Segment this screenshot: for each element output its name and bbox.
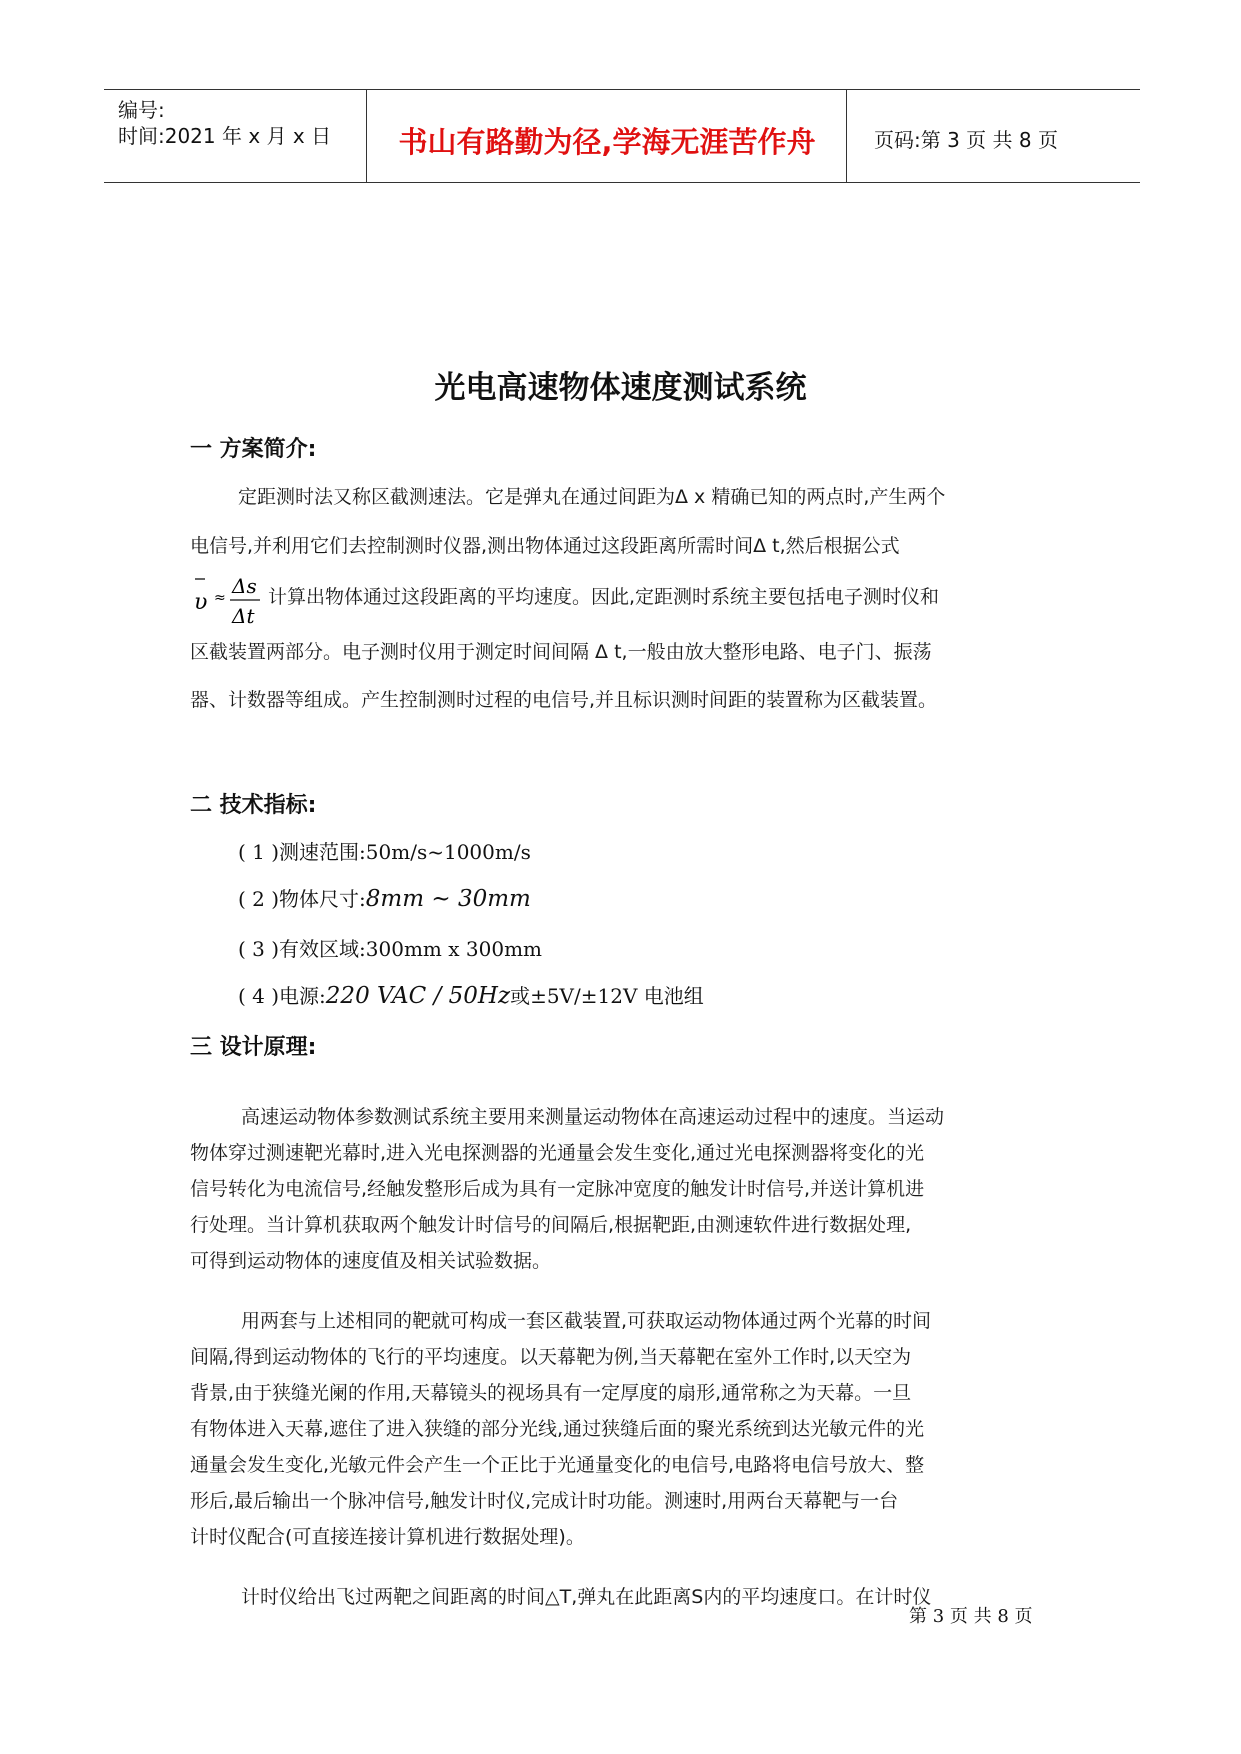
formula-denominator: Δt: [232, 604, 255, 628]
spec-value: 8mm ~ 30mm: [365, 886, 531, 912]
spec-item: [238, 883, 531, 912]
spec-value: 300mm x 300mm: [365, 937, 542, 961]
section3-para1-line: 信号转化为电流信号,经触发整形后成为具有一定脉冲宽度的触发计时信号,并送计算机进: [190, 1178, 925, 1200]
section1-line: 计算出物体通过这段距离的平均速度。因此,定距测时系统主要包括电子测时仪和: [268, 586, 940, 608]
formula-op: ≈: [214, 590, 226, 606]
section3-para1-line: 可得到运动物体的速度值及相关试验数据。: [190, 1250, 552, 1272]
spec-suffix: 或±5V/±12V 电池组: [510, 984, 704, 1008]
header-page-label: 页码:第 3 页 共 8 页: [874, 128, 1058, 152]
document-title: 光电高速物体速度测试系统: [434, 370, 807, 406]
section3-para2-line: 背景,由于狭缝光阑的作用,天幕镜头的视场具有一定厚度的扇形,通常称之为天幕。一旦: [190, 1382, 912, 1404]
section-heading-2: 二 技术指标:: [190, 793, 317, 818]
formula-numerator: Δs: [232, 574, 257, 598]
section3-para1-line: 高速运动物体参数测试系统主要用来测量运动物体在高速运动过程中的速度。当运动: [241, 1106, 945, 1128]
spec-label: ( 4 )电源:: [238, 984, 326, 1008]
section1-line: 器、计数器等组成。产生控制测时过程的电信号,并且标识测时间距的装置称为区截装置。: [190, 689, 938, 711]
header-motto: 书山有路勤为径,学海无涯苦作舟: [398, 125, 816, 159]
section1-line: 定距测时法又称区截测速法。它是弹丸在通过间距为Δ x 精确已知的两点时,产生两个: [238, 486, 946, 508]
section3-para3-line: 计时仪给出飞过两靶之间距离的时间△T,弹丸在此距离S内的平均速度口。在计时仪: [241, 1586, 932, 1608]
spec-item: [238, 980, 704, 1009]
page-footer: 第 3 页 共 8 页: [909, 1606, 1033, 1627]
header-page-cell: [848, 90, 1140, 182]
spec-label: ( 3 )有效区域:: [238, 937, 366, 961]
section3-para2-line: 通量会发生变化,光敏元件会产生一个正比于光通量变化的电信号,电路将电信号放大、整: [190, 1454, 925, 1476]
section3-para1-line: 物体穿过测速靶光幕时,进入光电探测器的光通量会发生变化,通过光电探测器将变化的光: [190, 1142, 925, 1164]
section3-para2-line: 间隔,得到运动物体的飞行的平均速度。以天幕靶为例,当天幕靶在室外工作时,以天空为: [190, 1346, 912, 1368]
spec-value: 220 VAC / 50Hz: [325, 983, 511, 1009]
section3-para2-line: 形后,最后输出一个脉冲信号,触发计时仪,完成计时功能。测速时,用两台天幕靶与一台: [190, 1490, 899, 1512]
spec-label: ( 2 )物体尺寸:: [238, 887, 366, 911]
formula-lhs: υ: [194, 590, 208, 615]
doc-time-label: 时间:2021 年 x 月 x 日: [118, 124, 332, 148]
spec-label: ( 1 )测速范围:: [238, 840, 366, 864]
doc-number-label: 编号:: [118, 98, 165, 122]
header-motto-cell: [368, 90, 847, 182]
section3-para2-line: 计时仪配合(可直接连接计算机进行数据处理)。: [190, 1526, 585, 1548]
section3-para2-line: 用两套与上述相同的靶就可构成一套区截装置,可获取运动物体通过两个光幕的时间: [241, 1310, 932, 1332]
section3-para1-line: 行处理。当计算机获取两个触发计时信号的间隔后,根据靶距,由测速软件进行数据处理,: [190, 1214, 912, 1236]
average-velocity-formula: [190, 573, 270, 633]
spec-item: [238, 836, 531, 865]
section-heading-1: 一 方案简介:: [190, 437, 317, 462]
page-header: [104, 89, 1140, 183]
header-info-cell: [104, 90, 367, 182]
section3-para2-line: 有物体进入天幕,遮住了进入狭缝的部分光线,通过狭缝后面的聚光系统到达光敏元件的光: [190, 1418, 925, 1440]
spec-value: 50m/s~1000m/s: [365, 840, 531, 864]
section1-line: 区截装置两部分。电子测时仪用于测定时间间隔 Δ t,一般由放大整形电路、电子门、振荡: [190, 641, 932, 663]
section-heading-3: 三 设计原理:: [190, 1035, 317, 1060]
section1-line: 电信号,并利用它们去控制测时仪器,测出物体通过这段距离所需时间Δ t,然后根据公式: [190, 535, 900, 557]
spec-item: [238, 933, 542, 962]
